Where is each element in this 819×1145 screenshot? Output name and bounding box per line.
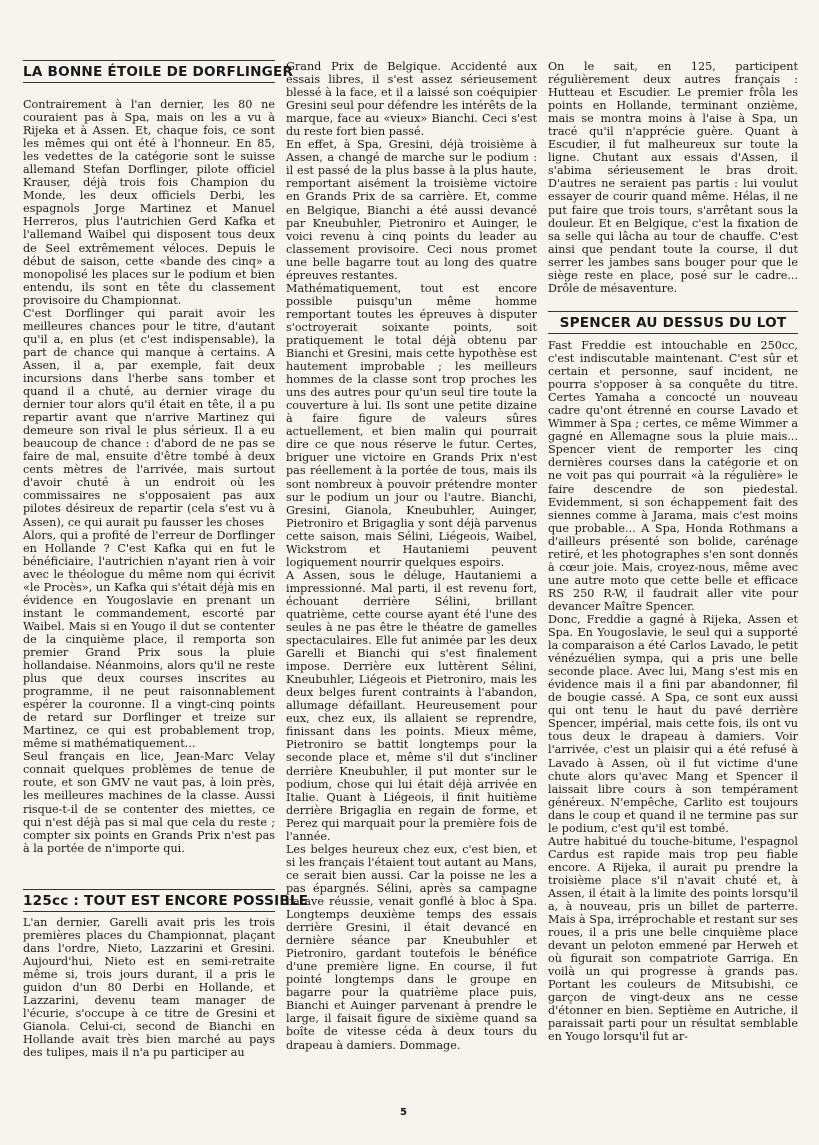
article3-paragraph: Autre habitué du touche-bitume, l'espagnol Cardus est rapide mais trop peu fiable encore. A Rijeka, il aurait pu prendre la troisième place s'il n'avait chuté et, à Assen, il était à la limite des points lorsqu'il a, à nouveau, pris un billet de parterre. Mais à Spa, irréprochable et restant sur ses roues, il a pris une belle cinquième place devant un peloton emmené par Herweh et où figurait son compatriote Garriga. En voilà un qui progresse à grands pas. Portant les couleurs de Mitsubishi, ce garçon de vingt-deux ans ne cesse d'étonner en bien. Septième en Autriche, il paraissait parti pour un résultat semblable en Yougo lorsqu'il fut ar- [548,834,798,1044]
article2-paragraph: En effet, à Spa, Gresini, déjà troisième à Assen, a changé de marche sur le podium : il est passé de la plus basse à la plus haute, remportant aisément la troisième victoire en Grands Prix de sa carrière. Et, comme en Belgique, Bianchi a été aussi devancé par Kneubuhler, Pietroniro et Auinger, le voici revenu à cinq points du leader au classement provisoire. Ceci nous promet une belle bagarre tout au long des quatre épreuves restantes. [286,138,537,282]
article1-body [23,98,275,855]
column-right [548,0,798,1145]
article1-paragraph: Contrairement à l'an dernier, les 80 ne couraient pas à Spa, mais on les a vu à Rijeka et à Assen. Et, chaque fois, ce sont les mêmes qui ont été à l'honneur. En 85, les vedettes de la catégorie sont le suisse allemand Stefan Dorflinger, pilote officiel Krauser, déjà trois fois Champion du Monde, les deux officiels Derbi, les espagnols Jorge Martinez et Manuel Herreros, plus l'autrichien Gerd Kafka et l'allemand Waibel qui disposent tous deux de Seel extrêmement véloces. Depuis le début de saison, cette «bande des cinq» a monopolisé les places sur le podium et bien entendu, ils sont en tête du classement provisoire du Championnat. [23,98,275,307]
article1-paragraph: Seul français en lice, Jean-Marc Velay connait quelques problèmes de tenue de route, et son GMV ne vaut pas, à loin près, les meilleures machines de la classe. Aussi risque-t-il de se contenter des miettes, ce qui n'est déjà pas si mal que cela du reste ; compter six points en Grands Prix n'est pas à la portée de n'importe qui. [23,750,275,855]
article2-body-col3 [548,60,798,295]
article3-heading: SPENCER AU DESSUS DU LOT [548,311,798,334]
article3-paragraph: Donc, Freddie a gagné à Rijeka, Assen et Spa. En Yougoslavie, le seul qui a supporté la comparaison a été Carlos Lavado, le petit vénézuélien sympa, qui a pris une belle seconde place. Avec lui, Mang s'est mis en évidence mais il a fini par abandonner, fil de bougie cassé. A Spa, ce sont eux aussi qui ont tenu le haut du pavé derrière Spencer, impérial, mais cette fois, ils ont vu tous deux le drapeau à damiers. Voir l'arrivée, c'est un plaisir qui a été refusé à Lavado à Assen, où il fut victime d'une chute alors qu'avec Mang et Spencer il laissait libre cours à son tempérament généreux. N'empêche, Carlito est toujours dans le coup et quand il ne termine pas sur le podium, c'est qu'il est tombé. [548,612,798,835]
article2-paragraph: Les belges heureux chez eux, c'est bien, et si les français l'étaient tout autant au Mans, ce serait bien aussi. Car la poisse ne les a pas épargnés. Sélini, après sa campagne batave réussie, venait gonflé à bloc à Spa. Longtemps deuxième temps des essais derrière Gresini, il était devancé en dernière séance par Kneubuhler et Pietroniro, gardant toutefois le bénéfice d'une première ligne. En course, il fut pointé longtemps dans le groupe en bagarre pour la quatrième place puis, Bianchi et Auinger parvenant à prendre le large, il faisait figure de sixième quand sa boîte de vitesse céda à deux tours du drapeau à damiers. Dommage. [286,842,537,1052]
article1-paragraph: Alors, qui a profité de l'erreur de Dorflinger en Hollande ? C'est Kafka qui en fut le bénéficiaire, l'autrichien n'ayant rien à voir avec le théologue du même nom qui écrivit «le Procès», un Kafka qui s'était déjà mis en évidence en Yougoslavie en prenant un instant le commandement, escorté par Waibel. Mais si en Yougo il dut se contenter de la cinquième place, il remporta son premier Grand Prix sous la pluie hollandaise. Néanmoins, alors qu'il ne reste plus que deux courses inscrites au programme, il ne peut raisonnablement espérer la couronne. Il a vingt-cinq points de retard sur Dorflinger et treize sur Martinez, ce qui est probablement trop, même si mathématiquement... [23,528,275,751]
article2-body-col2 [286,60,537,1052]
article2-paragraph: Mathématiquement, tout est encore possible puisqu'un même homme remportant toutes les épreuves à disputer s'octroyerait soixante points, soit pratiquement le total déjà obtenu par Bianchi et Gresini, mais cette hypothèse est hautement improbable ; les meilleurs hommes de la classe sont trop proches les uns des autres pour qu'un seul tire toute la couverture à lui. Ils sont une petite dizaine à faire figure de valeurs sûres actuellement, et bien malin qui pourrait dire ce que nous réserve le futur. Certes, briguer une victoire en Grands Prix n'est pas réellement à la portée de tous, mais ils sont nombreux à pouvoir prétendre monter sur le podium un jour ou l'autre. Bianchi, Gresini, Gianola, Kneubuhler, Auinger, Pietroniro et Brigaglia y sont déjà parvenus cette saison, mais Sélini, Liégeois, Waibel, Wickstrom et Hautaniemi peuvent logiquement nourrir quelques espoirs. [286,281,537,569]
article2-paragraph: On le sait, en 125, participent régulièrement deux autres français : Hutteau et Escudier. Le premier frôla les points en Hollande, terminant onzième, mais se montra moins à l'aise à Spa, un tracé qu'il n'apprécie guère. Quant à Escudier, il fut malheureux sur toute la ligne. Chutant aux essais d'Assen, il s'abima sérieusement le bras droit. D'autres ne seraient pas partis : lui voulut essayer de courir quand même. Hélas, il ne put faire que trois tours, s'arrêtant sous la douleur. Et en Belgique, c'est la fixation de sa selle qui lâcha au tour de chauffe. C'est ainsi que pendant toute la course, il dut serrer les jambes sans bouger pour que le siège reste en place, posé sur le cadre... Drôle de mésaventure. [548,60,798,295]
article1-heading: LA BONNE ÉTOILE DE DORFLINGER [23,60,275,83]
article1-paragraph: C'est Dorflinger qui parait avoir les meilleures chances pour le titre, d'autant qu'il a, en plus (et c'est indispensable), la part de chance qui manque à certains. A Assen, il a, par exemple, fait deux incursions dans l'herbe sans tomber et quand il a chuté, au dernier virage du dernier tour alors qu'il était en tête, il a pu repartir avant que n'arrive Martinez qui demeure son rival le plus sérieux. Il a eu beaucoup de chance : d'abord de ne pas se faire de mal, ensuite d'être tombé à deux cents mètres de l'arrivée, mais surtout d'avoir chuté à un endroit où les commissaires ne s'opposaient pas aux pilotes désireux de repartir (cela s'est vu à Assen), ce qui aurait pu fausser les choses [23,306,275,529]
page-number: 5 [400,1107,407,1118]
article3-paragraph: Fast Freddie est intouchable en 250cc, c'est indiscutable maintenant. C'est sûr et certain et personne, sauf incident, ne pourra s'opposer à sa conquête du titre. Certes Yamaha a concocté un nouveau cadre qu'ont étrenné en course Lavado et Wimmer à Spa ; certes, ce même Wimmer a gagné en Allemagne sous la pluie mais... Spencer vient de remporter les cinq dernières courses dans la catégorie et on ne voit pas qui pourrait «à la régulière» le faire descendre de son piedestal. Evidemment, si son échappement fait des siennes comme à Jarama, mais c'est moins que probable... A Spa, Honda Rothmans a d'ailleurs présenté son bolide, carénage retiré, et les photographes s'en sont donnés à cœur joie. Mais, croyez-nous, même avec une autre moto que cette belle et efficace RS 250 R-W, il faudrait aller vite pour devancer Maître Spencer. [548,339,798,613]
column-left [23,0,309,1145]
article2-heading: 125cc : TOUT EST ENCORE POSSIBLE [23,889,275,912]
column-middle [286,0,537,1145]
article2-header [23,889,309,912]
article2-paragraph: L'an dernier, Garelli avait pris les trois premières places du Championnat, plaçant dans l'ordre, Nieto, Lazzarini et Gresini. Aujourd'hui, Nieto est en semi-retraite même si, trois jours durant, il a pris le guidon d'un 80 Derbi en Hollande, et Lazzarini, devenu team manager de l'écurie, s'occupe à ce titre de Gresini et Gianola. Celui-ci, second de Bianchi en Hollande avait très bien marché au pays des tulipes, mais il n'a pu participer au [23,916,275,1060]
article2-paragraph: A Assen, sous le déluge, Hautaniemi a impressionné. Mal parti, il est revenu fort, échouant derrière Sélini, brillant quatrième, cette course ayant été l'une des seules à ne pas être le théatre de gamelles spectaculaires. Elle fut animée par les deux Garelli et Bianchi qui s'est finalement impose. Derrière eux luttèrent Sélini, Kneubuhler, Liégeois et Pietroniro, mais les deux belges furent contraints à l'abandon, allumage défaillant. Heureusement pour eux, chez eux, ils allaient se reprendre, finissant dans les points. Mieux même, Pietroniro se battit longtemps pour la seconde place et, même s'il dut s'incliner derrière Kneubuhler, il put monter sur le podium, chose qui lui était déjà arrivée en Italie. Quant à Liégeois, il finit huitième derrière Brigaglia en regain de forme, et Perez qui marquait pour la première fois de l'année. [286,568,537,843]
article3-body [548,339,798,1044]
article2-body-col1 [23,916,275,1060]
article2-paragraph: Grand Prix de Belgique. Accidenté aux essais libres, il s'est assez sérieusement blessé à la face, et il a laissé son coéquipier Gresini seul pour défendre les intérêts de la marque, face au «vieux» Bianchi. Ceci s'est du reste fort bien passé. [286,60,537,139]
article3-header [548,311,798,334]
article1-header [23,60,294,83]
